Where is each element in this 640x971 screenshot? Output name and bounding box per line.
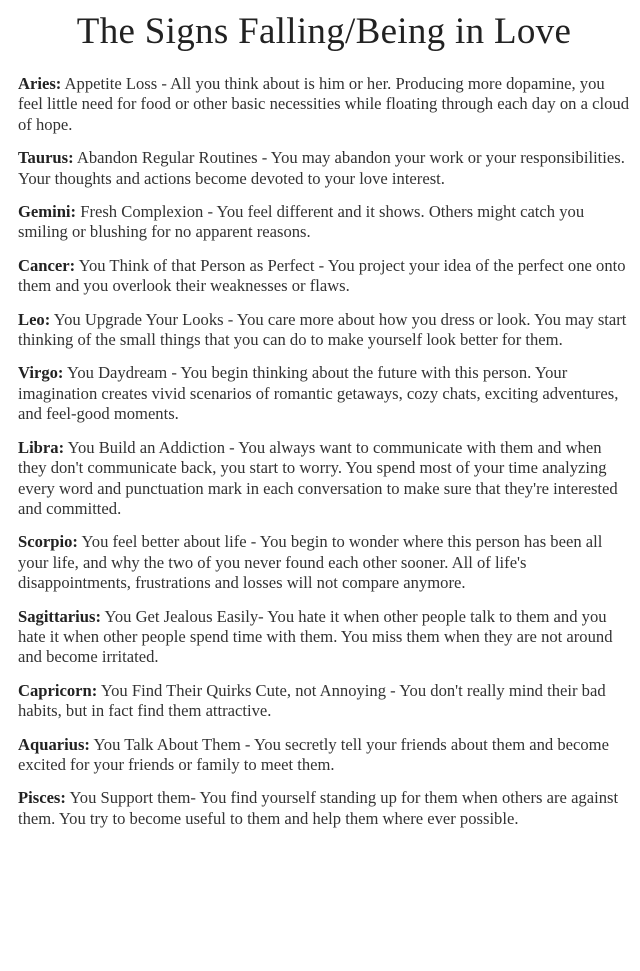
- sign-description: Appetite Loss - All you think about is him or her. Producing more dopamine, you feel little need for food or other basic necessities while floating through each day on a cloud of hope.: [18, 74, 629, 134]
- page-title: The Signs Falling/Being in Love: [76, 11, 572, 52]
- sign-entries-list: [18, 74, 630, 829]
- sign-name: Libra:: [18, 437, 65, 457]
- entry-capricorn: [18, 681, 630, 722]
- sign-description: You Think of that Person as Perfect - You project your idea of the perfect one onto them and you overlook their weaknesses or flaws.: [18, 255, 626, 296]
- sign-description: You Talk About Them - You secretly tell your friends about them and become excited for your friends or family to meet them.: [18, 734, 609, 774]
- sign-name: Capricorn:: [18, 680, 98, 700]
- entry-aquarius: [18, 735, 630, 776]
- sign-name: Aries:: [18, 74, 62, 93]
- sign-description: You Find Their Quirks Cute, not Annoying - You don't really mind their bad habits, but in fact find them attractive.: [18, 680, 606, 721]
- sign-description: You Daydream - You begin thinking about the future with this person. Your imagination creates vivid scenarios of romantic getaways, cozy chats, exciting adventures, and feel-good moments.: [18, 363, 619, 424]
- sign-description: You Support them- You find yourself standing up for them when others are against them. You try to become useful to them and help them where ever possible.: [18, 788, 619, 828]
- entry-pisces: [18, 788, 630, 829]
- sign-name: Pisces:: [18, 788, 66, 808]
- sign-description: You feel better about life - You begin to wonder where this person has been all your life, and why the two of you never found each other sooner. All of life's disappointments, frustrations and losses will not compare anymore.: [18, 532, 603, 593]
- entry-sagittarius: [18, 607, 630, 668]
- sign-name: Cancer:: [18, 255, 76, 275]
- entry-leo: [18, 310, 630, 351]
- sign-description: You Upgrade Your Looks - You care more about how you dress or look. You may start thinking of the small things that you can do to make yourself look better for them.: [18, 309, 627, 350]
- sign-description: You Build an Addiction - You always want to communicate with them and when they don't communicate back, you start to worry. You spend most of your time analyzing every word and punctuation mark in each conversation to make sure that they're interested and committed.: [18, 437, 618, 518]
- sign-description: You Get Jealous Easily- You hate it when other people talk to them and you hate it when other people spend time with them. You miss them when they are not around and become irritated.: [18, 606, 613, 667]
- entry-cancer: [18, 256, 630, 297]
- entry-taurus: [18, 148, 630, 189]
- sign-name: Taurus:: [18, 148, 74, 168]
- sign-description: Abandon Regular Routines - You may abandon your work or your responsibilities. Your thoughts and actions become devoted to your love interest.: [18, 148, 625, 188]
- sign-name: Scorpio:: [18, 532, 78, 552]
- sign-name: Gemini:: [18, 202, 77, 222]
- sign-description: Fresh Complexion - You feel different and it shows. Others might catch you smiling or blushing for no apparent reasons.: [18, 202, 585, 242]
- entry-libra: [18, 438, 630, 520]
- sign-name: Sagittarius:: [18, 606, 101, 626]
- sign-name: Leo:: [18, 309, 51, 329]
- entry-scorpio: [18, 532, 630, 593]
- entry-aries: [18, 74, 630, 135]
- sign-name: Virgo:: [18, 363, 64, 383]
- sign-name: Aquarius:: [18, 734, 90, 754]
- entry-virgo: [18, 363, 630, 424]
- entry-gemini: [18, 202, 630, 243]
